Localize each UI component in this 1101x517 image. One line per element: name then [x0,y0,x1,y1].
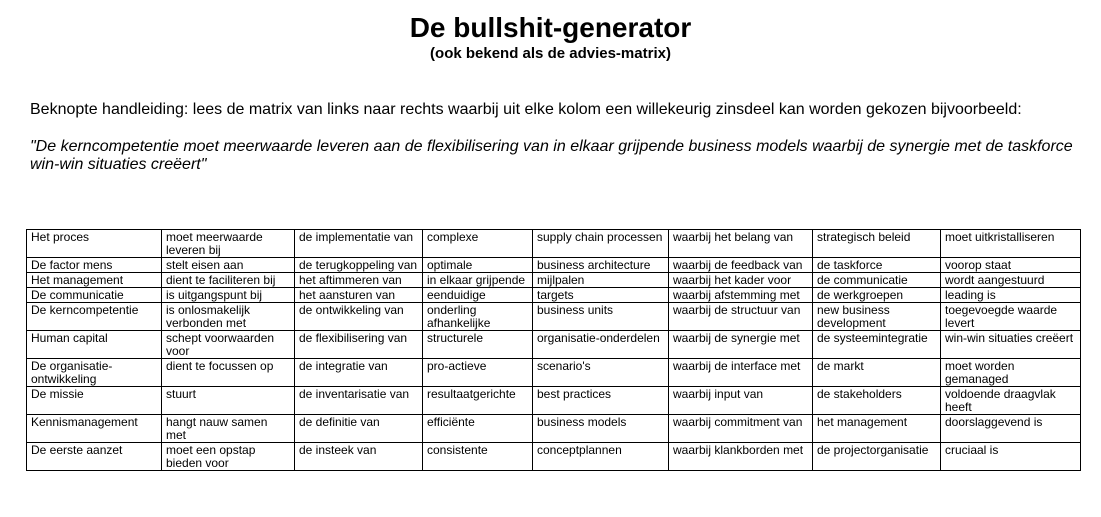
matrix-cell: waarbij de structuur van [669,303,813,331]
matrix-row [27,230,1081,258]
matrix-cell: moet een opstap bieden voor [162,443,295,471]
matrix-cell: De communicatie [27,288,162,303]
matrix-cell: organisatie-onderdelen [533,331,669,359]
matrix-cell: pro-actieve [423,359,533,387]
matrix-cell: de taskforce [813,258,941,273]
matrix-cell: de flexibilisering van [295,331,423,359]
matrix-row [27,258,1081,273]
matrix-cell: Het management [27,273,162,288]
matrix-cell: de integratie van [295,359,423,387]
matrix-cell: dient te focussen op [162,359,295,387]
matrix-cell: de stakeholders [813,387,941,415]
matrix-cell: business architecture [533,258,669,273]
matrix-cell: voorop staat [941,258,1081,273]
matrix-cell: de insteek van [295,443,423,471]
matrix-cell: supply chain processen [533,230,669,258]
matrix-cell: waarbij de interface met [669,359,813,387]
matrix-cell: moet meerwaarde leveren bij [162,230,295,258]
matrix-cell: dient te faciliteren bij [162,273,295,288]
matrix-cell: de definitie van [295,415,423,443]
matrix-cell: wordt aangestuurd [941,273,1081,288]
matrix-cell: schept voorwaarden voor [162,331,295,359]
matrix-cell: mijlpalen [533,273,669,288]
matrix-cell: de projectorganisatie [813,443,941,471]
example-sentence: "De kerncompetentie moet meerwaarde leveren aan de flexibilisering van in elkaar grijpende business models waarbij de synergie met de taskforce win-win situaties creëert" [30,138,1073,173]
matrix-cell: De kerncompetentie [27,303,162,331]
matrix-cell: best practices [533,387,669,415]
matrix-cell: de inventarisatie van [295,387,423,415]
advice-matrix-table [26,229,1081,471]
matrix-cell: in elkaar grijpende [423,273,533,288]
matrix-cell: is onlosmakelijk verbonden met [162,303,295,331]
instructions-text: Beknopte handleiding: lees de matrix van links naar rechts waarbij uit elke kolom een willekeurig zinsdeel kan worden gekozen bijvoorbeeld: [30,101,1022,118]
matrix-row [27,359,1081,387]
matrix-cell: het aansturen van [295,288,423,303]
matrix-cell: targets [533,288,669,303]
matrix-cell: voldoende draagvlak heeft [941,387,1081,415]
matrix-cell: moet uitkristalliseren [941,230,1081,258]
matrix-cell: business models [533,415,669,443]
matrix-cell: waarbij input van [669,387,813,415]
matrix-row [27,387,1081,415]
matrix-cell: cruciaal is [941,443,1081,471]
matrix-cell: de markt [813,359,941,387]
matrix-cell: scenario's [533,359,669,387]
matrix-cell: strategisch beleid [813,230,941,258]
matrix-cell: leading is [941,288,1081,303]
matrix-row [27,273,1081,288]
matrix-cell: waarbij de synergie met [669,331,813,359]
matrix-cell: de communicatie [813,273,941,288]
matrix-cell: waarbij commitment van [669,415,813,443]
matrix-cell: de implementatie van [295,230,423,258]
matrix-cell: complexe [423,230,533,258]
matrix-cell: hangt nauw samen met [162,415,295,443]
matrix-cell: doorslaggevend is [941,415,1081,443]
matrix-cell: efficiënte [423,415,533,443]
matrix-cell: waarbij klankborden met [669,443,813,471]
matrix-cell: moet worden gemanaged [941,359,1081,387]
matrix-cell: win-win situaties creëert [941,331,1081,359]
matrix-row [27,331,1081,359]
matrix-cell: business units [533,303,669,331]
matrix-cell: Kennismanagement [27,415,162,443]
matrix-cell: De organisatie-ontwikkeling [27,359,162,387]
matrix-row [27,303,1081,331]
matrix-cell: new business development [813,303,941,331]
page-title: De bullshit-generator [409,12,692,43]
matrix-cell: De eerste aanzet [27,443,162,471]
matrix-cell: resultaatgerichte [423,387,533,415]
matrix-cell: de terugkoppeling van [295,258,423,273]
matrix-cell: De missie [27,387,162,415]
matrix-cell: stuurt [162,387,295,415]
matrix-cell: onderling afhankelijke [423,303,533,331]
matrix-cell: De factor mens [27,258,162,273]
matrix-cell: structurele [423,331,533,359]
page-subtitle: (ook bekend als de advies-matrix) [430,45,671,62]
matrix-cell: waarbij het kader voor [669,273,813,288]
matrix-row [27,288,1081,303]
matrix-cell: het aftimmeren van [295,273,423,288]
matrix-cell: het management [813,415,941,443]
matrix-cell: de systeemintegratie [813,331,941,359]
matrix-cell: de ontwikkeling van [295,303,423,331]
matrix-cell: Human capital [27,331,162,359]
matrix-cell: waarbij afstemming met [669,288,813,303]
matrix-cell: stelt eisen aan [162,258,295,273]
matrix-cell: Het proces [27,230,162,258]
matrix-cell: waarbij de feedback van [669,258,813,273]
matrix-cell: optimale [423,258,533,273]
matrix-cell: de werkgroepen [813,288,941,303]
matrix-cell: is uitgangspunt bij [162,288,295,303]
matrix-cell: toegevoegde waarde levert [941,303,1081,331]
matrix-cell: eenduidige [423,288,533,303]
matrix-row [27,443,1081,471]
matrix-row [27,415,1081,443]
matrix-cell: consistente [423,443,533,471]
matrix-cell: conceptplannen [533,443,669,471]
matrix-cell: waarbij het belang van [669,230,813,258]
